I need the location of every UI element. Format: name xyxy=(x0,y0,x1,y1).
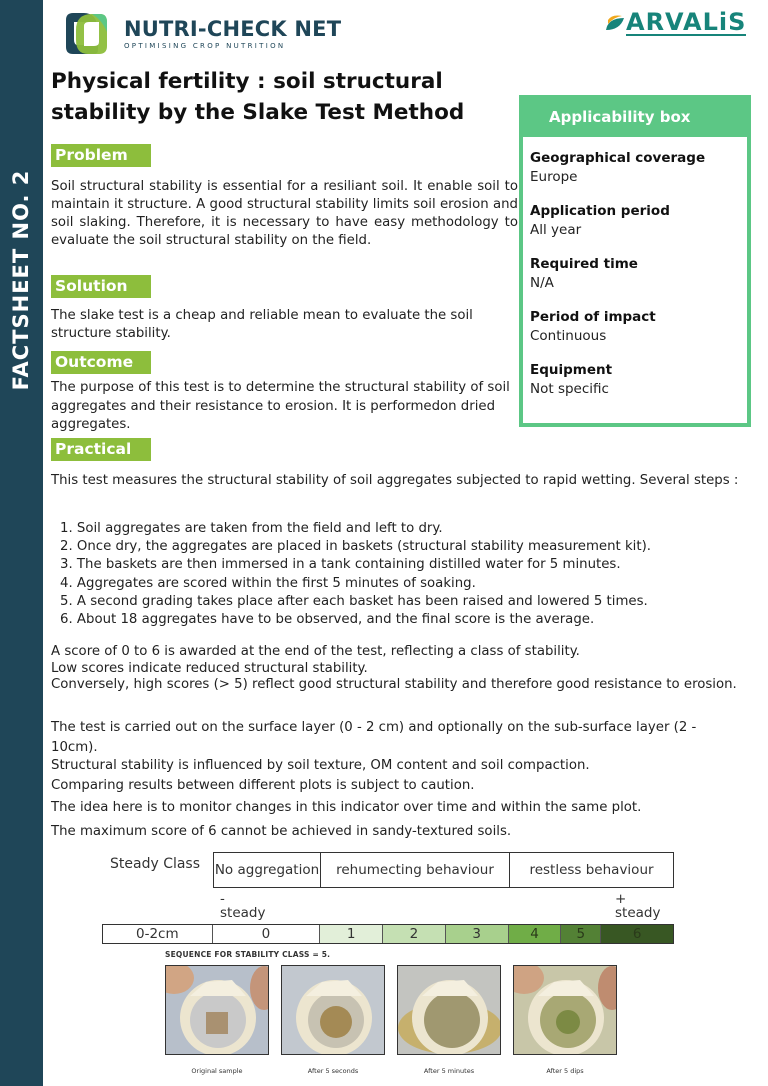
nutri-check-brand: NUTRI-CHECK NET xyxy=(124,16,342,41)
minus-steady-label xyxy=(220,891,266,921)
step-item: 6. About 18 aggregates have to be observed, and the final score is the average. xyxy=(60,612,595,628)
score-cell-2: 2 xyxy=(383,925,446,943)
idea-text: The idea here is to monitor changes in this indicator over time and within the same plot. xyxy=(51,800,642,815)
step-item: 3. The baskets are then immersed in a tank containing distilled water for 5 minutes. xyxy=(60,557,621,573)
score-explanation xyxy=(51,644,741,694)
solution-text: The slake test is a cheap and reliable mean to evaluate the soil structure stability. xyxy=(51,308,473,341)
photo-caption: After 5 seconds xyxy=(307,1067,359,1075)
score-cell-1: 1 xyxy=(320,925,383,943)
applicability-item xyxy=(530,255,747,293)
influence-line: Comparing results between different plots is subject to caution. xyxy=(51,778,475,793)
applicability-item xyxy=(530,308,747,346)
score-cell-4: 4 xyxy=(509,925,562,943)
score-line: Conversely, high scores (> 5) reflect good structural stability and therefore good resistance to erosion. xyxy=(51,677,737,692)
class-rehumecting: rehumecting behaviour xyxy=(320,852,510,888)
step-item: 4. Aggregates are scored within the first 5 minutes of soaking. xyxy=(60,575,476,591)
basket-photo-icon xyxy=(398,966,501,1055)
stability-photo-sequence xyxy=(160,950,620,1082)
photo-sequence-title: SEQUENCE FOR STABILITY CLASS = 5. xyxy=(165,950,331,959)
score-row xyxy=(102,924,674,944)
score-line: A score of 0 to 6 is awarded at the end of the test, reflecting a class of stability. xyxy=(51,644,580,659)
applicability-key: Geographical coverage xyxy=(530,150,706,166)
nutri-check-leaf-icon xyxy=(62,10,110,56)
score-cell-5: 5 xyxy=(561,925,601,943)
applicability-key: Application period xyxy=(530,203,670,219)
influence-text xyxy=(51,756,741,796)
applicability-box xyxy=(519,95,751,427)
steady-class-row xyxy=(102,852,674,888)
applicability-value: Not specific xyxy=(530,381,609,397)
arvalis-logo xyxy=(604,10,746,36)
basket-photo-icon xyxy=(166,966,269,1055)
practical-label: Practical xyxy=(51,438,151,461)
photo-after-5-seconds xyxy=(281,965,385,1055)
plus-steady-label xyxy=(615,892,675,920)
basket-photo-icon xyxy=(282,966,385,1055)
applicability-value: N/A xyxy=(530,275,554,291)
influence-line: Structural stability is influenced by soil texture, OM content and soil compaction. xyxy=(51,758,590,773)
max-score-text: The maximum score of 6 cannot be achieved in sandy-textured soils. xyxy=(51,824,512,839)
arvalis-leaf-icon xyxy=(604,12,626,34)
photo-caption: After 5 dips xyxy=(546,1067,584,1075)
problem-label: Problem xyxy=(51,144,151,167)
score-cell-6: 6 xyxy=(601,925,673,943)
applicability-key: Period of impact xyxy=(530,309,656,325)
score-line: Low scores indicate reduced structural stability. xyxy=(51,660,368,676)
solution-label: Solution xyxy=(51,275,151,298)
page-title: Physical fertility : soil structural stability by the Slake Test Method xyxy=(51,69,465,125)
depth-label: 0-2cm xyxy=(103,925,213,943)
practical-steps-list xyxy=(60,520,651,629)
factsheet-sidebar xyxy=(0,0,43,1086)
class-restless: restless behaviour xyxy=(509,852,674,888)
applicability-value: Europe xyxy=(530,169,578,185)
minus-steady-text: - steady xyxy=(220,891,266,921)
applicability-item xyxy=(530,202,747,240)
nutri-check-tagline: OPTIMISING CROP NUTRITION xyxy=(124,41,286,50)
photo-caption: After 5 minutes xyxy=(423,1067,475,1075)
step-item: 2. Once dry, the aggregates are placed in baskets (structural stability measurement kit). xyxy=(60,539,651,555)
stability-scale-table xyxy=(102,852,674,947)
photo-original-sample xyxy=(165,965,269,1055)
score-cell-3: 3 xyxy=(446,925,509,943)
steady-class-label: Steady Class xyxy=(110,856,201,872)
applicability-title: Applicability box xyxy=(523,99,747,137)
photo-after-5-dips xyxy=(513,965,617,1055)
outcome-label: Outcome xyxy=(51,351,151,374)
photo-after-5-minutes xyxy=(397,965,501,1055)
applicability-value: Continuous xyxy=(530,328,607,344)
step-item: 5. A second grading takes place after each basket has been raised and lowered 5 times. xyxy=(60,593,648,609)
layer-text: The test is carried out on the surface layer (0 - 2 cm) and optionally on the sub-surface layer (2 - 10cm). xyxy=(51,720,697,755)
problem-text: Soil structural stability is essential for a resiliant soil. It enable soil to maintain it structure. A good structural stability limits soil erosion and soil slaking. Therefore, it is necessary to have easy methodology to evaluate the soil structural stability on the field. xyxy=(51,179,518,248)
arvalis-brand: ARVALiS xyxy=(626,8,747,36)
factsheet-number-label: FACTSHEET NO. 2 xyxy=(9,169,33,391)
practical-intro: This test measures the structural stability of soil aggregates subjected to rapid wetting. Several steps : xyxy=(51,473,739,488)
applicability-item xyxy=(530,361,747,399)
score-cell-0: 0 xyxy=(213,925,321,943)
basket-photo-icon xyxy=(514,966,617,1055)
outcome-text: The purpose of this test is to determine the structural stability of soil aggregates and their resistance to erosion. It is performedon dried aggregates. xyxy=(51,380,510,432)
step-item: 1. Soil aggregates are taken from the field and left to dry. xyxy=(60,521,443,536)
nutri-check-logo xyxy=(62,10,341,56)
class-no-aggregation: No aggregation xyxy=(213,852,321,888)
plus-steady-text: + steady xyxy=(615,891,661,921)
applicability-key: Equipment xyxy=(530,362,613,378)
applicability-value: All year xyxy=(530,222,582,238)
applicability-item xyxy=(530,149,747,187)
photo-caption: Original sample xyxy=(191,1067,243,1075)
applicability-key: Required time xyxy=(530,256,638,272)
